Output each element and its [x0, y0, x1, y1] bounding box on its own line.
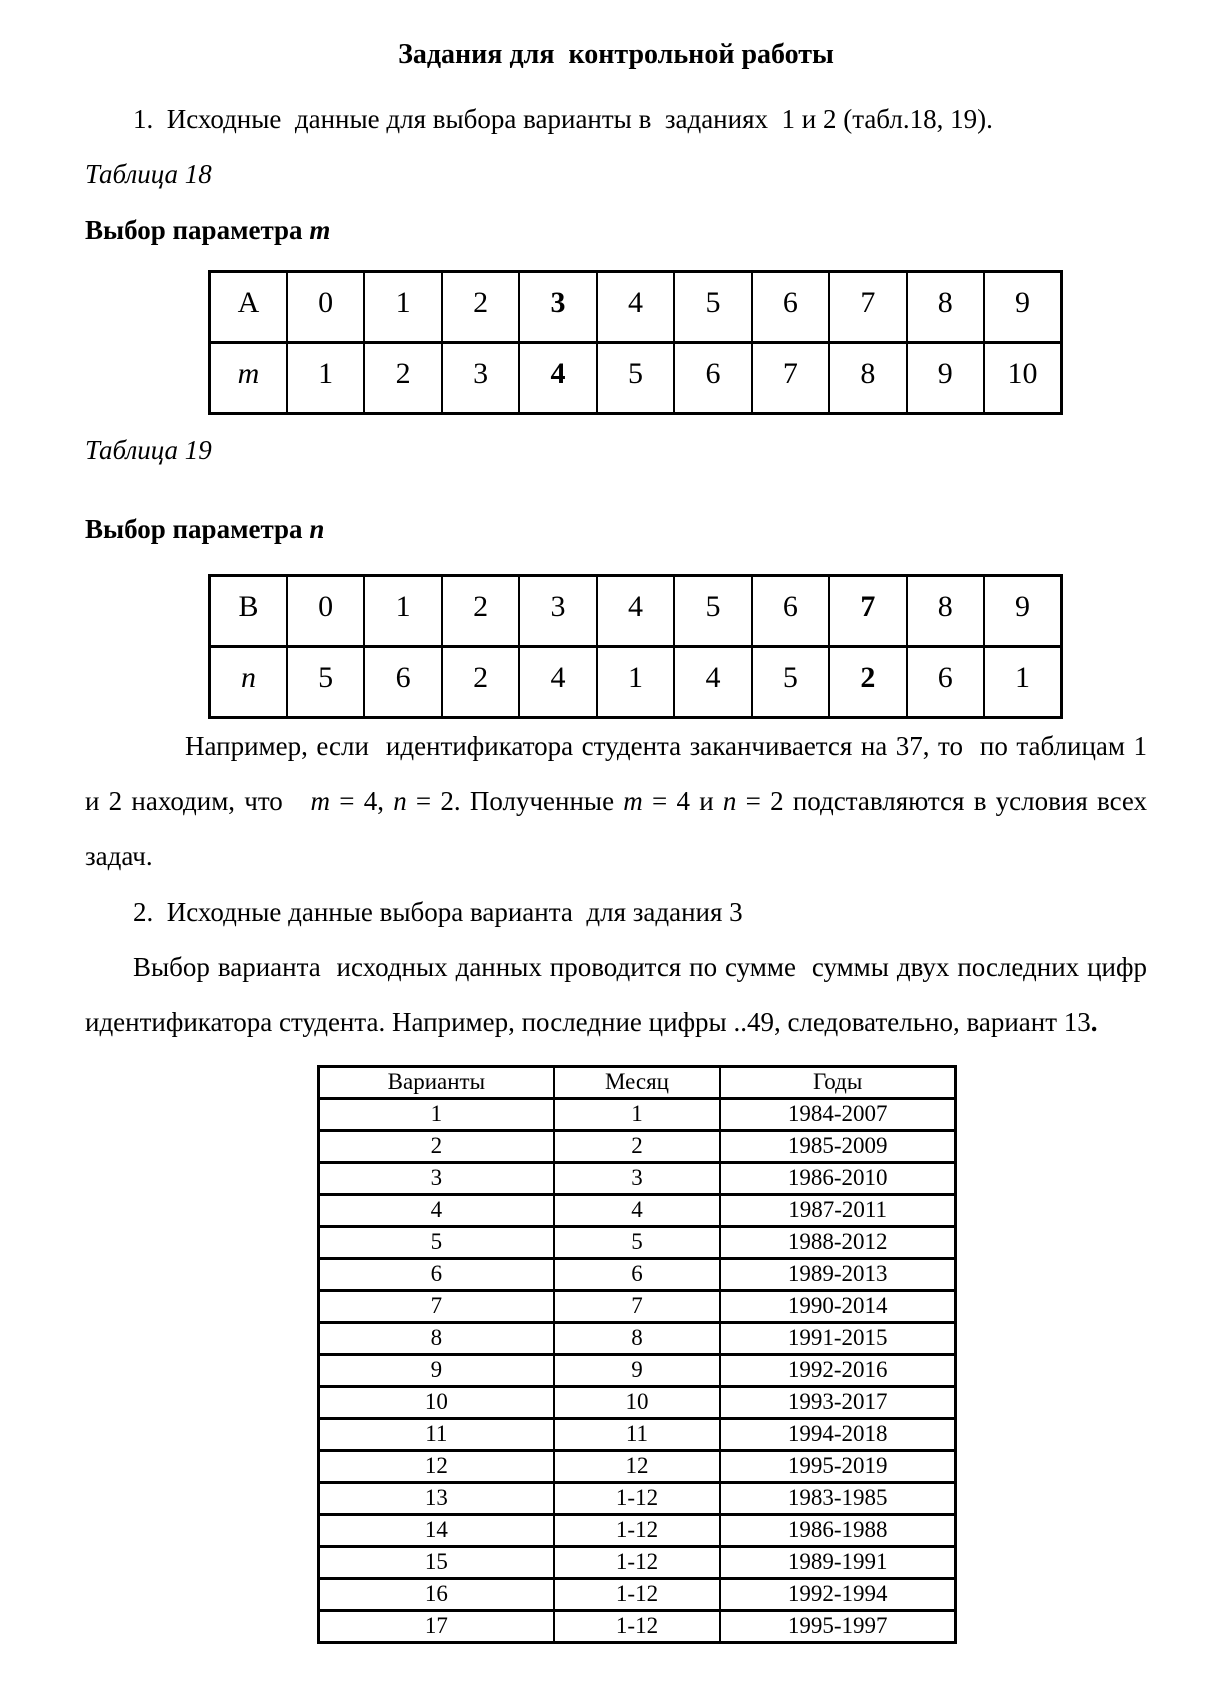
table-row: [319, 1290, 956, 1322]
table-cell: 1-12: [554, 1578, 721, 1610]
table-row: [319, 1482, 956, 1514]
table-cell: 0: [287, 575, 364, 646]
table-row: [319, 1418, 956, 1450]
table-cell: 1-12: [554, 1514, 721, 1546]
table-cell: 1: [287, 343, 364, 414]
table-cell: 1992-1994: [720, 1578, 955, 1610]
text-segment: m: [623, 786, 643, 817]
header-row: [319, 1066, 956, 1098]
table-cell: 4: [674, 646, 751, 717]
table-cell: 1986-1988: [720, 1514, 955, 1546]
table-row: [319, 1258, 956, 1290]
table-row: [319, 1546, 956, 1578]
table19-caption: [85, 502, 1147, 557]
table-cell: 10: [554, 1386, 721, 1418]
table-cell: 7: [752, 343, 829, 414]
table-cell: 1-12: [554, 1482, 721, 1514]
table-row: [319, 1354, 956, 1386]
table-cell: 2: [319, 1130, 554, 1162]
table-cell: n: [210, 646, 287, 717]
table-cell: 6: [752, 575, 829, 646]
table-cell: 1988-2012: [720, 1226, 955, 1258]
table-cell: 10: [319, 1386, 554, 1418]
table-cell: 4: [519, 343, 596, 414]
table18-caption: [85, 203, 1147, 258]
table-cell: 1986-2010: [720, 1162, 955, 1194]
table-cell: 8: [554, 1322, 721, 1354]
table-row: [210, 272, 1062, 343]
table-cell: 1: [984, 646, 1061, 717]
table-cell: 14: [319, 1514, 554, 1546]
text-segment: m: [309, 214, 331, 245]
table-cell: 5: [319, 1226, 554, 1258]
table-cell: 9: [554, 1354, 721, 1386]
table-cell: 2: [442, 575, 519, 646]
table-cell: 13: [319, 1482, 554, 1514]
table-cell: 5: [597, 343, 674, 414]
table-cell: 1993-2017: [720, 1386, 955, 1418]
text-segment: n: [309, 514, 325, 545]
table-cell: 2: [364, 343, 441, 414]
table-cell: 3: [554, 1162, 721, 1194]
table-cell: 1: [364, 575, 441, 646]
table-row: [319, 1226, 956, 1258]
table-cell: 12: [554, 1450, 721, 1482]
table-row: [319, 1098, 956, 1130]
table-cell: 1: [554, 1098, 721, 1130]
table-cell: 17: [319, 1610, 554, 1642]
table-row: [319, 1386, 956, 1418]
table-cell: 1991-2015: [720, 1322, 955, 1354]
table-cell: 9: [984, 575, 1061, 646]
table-cell: 8: [907, 575, 984, 646]
table-cell: В: [210, 575, 287, 646]
table-cell: 5: [752, 646, 829, 717]
parameter-table-n: [208, 574, 1063, 719]
table-cell: 5: [674, 575, 751, 646]
table-cell: 3: [319, 1162, 554, 1194]
table-cell: 8: [907, 272, 984, 343]
table-cell: 7: [319, 1290, 554, 1322]
table-row: [210, 646, 1062, 717]
table-cell: 6: [319, 1258, 554, 1290]
table-cell: 5: [554, 1226, 721, 1258]
table-row: [319, 1322, 956, 1354]
table-row: [319, 1450, 956, 1482]
table-cell: 6: [752, 272, 829, 343]
table-cell: 5: [287, 646, 364, 717]
table-cell: 1-12: [554, 1546, 721, 1578]
text-segment: Выбор параметра: [85, 514, 310, 545]
table-cell: 1985-2009: [720, 1130, 955, 1162]
table-cell: 2: [442, 272, 519, 343]
text-segment: m: [310, 786, 331, 817]
table-cell: 9: [984, 272, 1061, 343]
text-segment: Выбор варианта исходных данных проводится по сумме суммы двух последних цифр идентификатора студента. Например, последние цифры ..49, следовательно, вариант 13: [85, 952, 1154, 1038]
table-row: [319, 1194, 956, 1226]
table-row: [319, 1514, 956, 1546]
table-cell: 6: [674, 343, 751, 414]
page-title: Задания для контрольной работы: [398, 39, 834, 70]
table-cell: 1984-2007: [720, 1098, 955, 1130]
table-cell: 16: [319, 1578, 554, 1610]
table-cell: 7: [829, 272, 906, 343]
table-cell: 15: [319, 1546, 554, 1578]
table-cell: 7: [554, 1290, 721, 1322]
table-cell: 12: [319, 1450, 554, 1482]
table-cell: 1995-1997: [720, 1610, 955, 1642]
text-segment: Выбор параметра: [85, 214, 310, 245]
table-cell: 6: [907, 646, 984, 717]
parameter-table-m: [208, 270, 1063, 415]
table-cell: 8: [829, 343, 906, 414]
table-cell: 2: [829, 646, 906, 717]
table-cell: 1: [364, 272, 441, 343]
table-cell: 5: [674, 272, 751, 343]
table19-label: Таблица 19: [85, 435, 212, 466]
table-cell: 1987-2011: [720, 1194, 955, 1226]
table-cell: 2: [442, 646, 519, 717]
table-cell: 0: [287, 272, 364, 343]
table-cell: 1995-2019: [720, 1450, 955, 1482]
table-row: [210, 343, 1062, 414]
variants-table-head: [319, 1066, 956, 1098]
table-row: [210, 575, 1062, 646]
month-column-header: Месяц: [554, 1066, 721, 1098]
table-cell: 4: [597, 272, 674, 343]
table-cell: 4: [554, 1194, 721, 1226]
table-cell: 3: [519, 575, 596, 646]
text-segment: n: [393, 786, 407, 817]
table-cell: 3: [442, 343, 519, 414]
table-cell: 8: [319, 1322, 554, 1354]
table-cell: 4: [519, 646, 596, 717]
table-cell: 6: [364, 646, 441, 717]
years-column-header: Годы: [720, 1066, 955, 1098]
variant-selection-paragraph: [85, 940, 1154, 1051]
table-cell: 4: [319, 1194, 554, 1226]
table-cell: 9: [319, 1354, 554, 1386]
table-cell: 1-12: [554, 1610, 721, 1642]
text-segment: .: [1090, 1007, 1098, 1038]
example-paragraph: [85, 719, 1154, 885]
table-cell: 6: [554, 1258, 721, 1290]
table-cell: 1: [597, 646, 674, 717]
table-cell: 4: [597, 575, 674, 646]
text-segment: n: [722, 786, 737, 817]
table-cell: 1: [319, 1098, 554, 1130]
task3-paragraph: 2. Исходные данные выбора варианта для задания 3: [133, 896, 743, 927]
text-segment: = 2. Полученные: [406, 786, 624, 817]
table-cell: 10: [984, 343, 1061, 414]
parameter-table-n-body: [210, 575, 1062, 717]
table-cell: 7: [829, 575, 906, 646]
table-row: [319, 1130, 956, 1162]
variants-column-header: Варианты: [319, 1066, 554, 1098]
text-segment: Например, если идентификатора студента заканчивается на 37, то по таблицам 1 и 2 находим, что: [85, 730, 1154, 817]
table-cell: 3: [519, 272, 596, 343]
table-cell: А: [210, 272, 287, 343]
table-cell: 1989-1991: [720, 1546, 955, 1578]
text-segment: = 2 подставляются в условия всех задач.: [85, 786, 1154, 872]
table-cell: m: [210, 343, 287, 414]
text-segment: = 4 и: [642, 786, 723, 817]
table-cell: 2: [554, 1130, 721, 1162]
variants-table-body: [319, 1098, 956, 1642]
table-cell: 1992-2016: [720, 1354, 955, 1386]
table-row: [319, 1162, 956, 1194]
table-cell: 11: [554, 1418, 721, 1450]
table-row: [319, 1578, 956, 1610]
parameter-table-m-body: [210, 272, 1062, 414]
table-cell: 1989-2013: [720, 1258, 955, 1290]
table-cell: 11: [319, 1418, 554, 1450]
table-row: [319, 1610, 956, 1642]
intro-paragraph: 1. Исходные данные для выбора варианты в заданиях 1 и 2 (табл.18, 19).: [133, 104, 993, 134]
table-cell: 9: [907, 343, 984, 414]
table18-label: Таблица 18: [85, 159, 212, 190]
table-cell: 1990-2014: [720, 1290, 955, 1322]
table-cell: 1983-1985: [720, 1482, 955, 1514]
table-cell: 1994-2018: [720, 1418, 955, 1450]
variants-table: [317, 1065, 957, 1644]
text-segment: = 4,: [330, 786, 394, 817]
